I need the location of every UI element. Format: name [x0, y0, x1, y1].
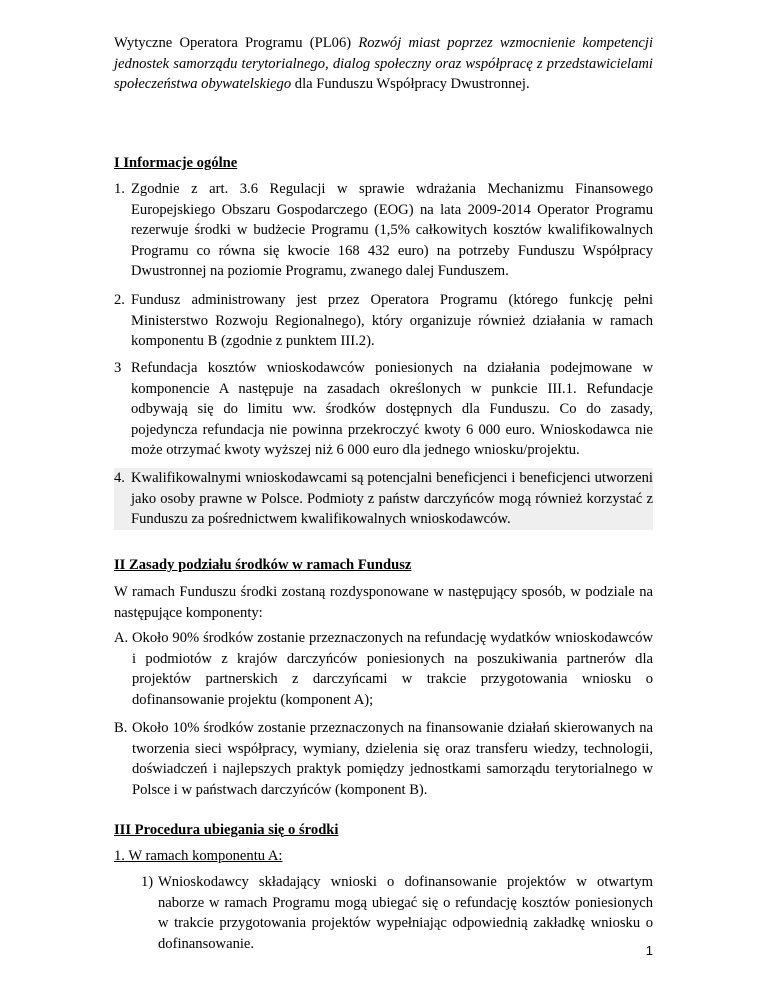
list-text: Kwalifikowalnymi wnioskodawcami są potencjalni beneficjenci i beneficjenci utworzeni jako osoby prawne w Polsce. Podmioty z państw darczyńców mogą również korzystać z Funduszu za pośrednictwem kwalifikowalnych wnioskodawców. [131, 470, 653, 527]
list-number: 2. [114, 292, 125, 308]
list-item [114, 358, 653, 461]
list-item [114, 179, 653, 282]
list-item [114, 718, 653, 800]
intro-paragraph [114, 33, 653, 95]
list-letter: A. [114, 630, 129, 646]
list-text: Refundacja kosztów wnioskodawców poniesionych na działania podejmowane w komponencie A następuje na zasadach określonych w punkcie III.1. Refundacje odbywają się do limitu ww. środków dostępnych dla Funduszu. Co do zasady, pojedyncza refundacja nie powinna przekroczyć kwoty 6 000 euro. Wnioskodawca nie może otrzymać kwoty wyższej niż 6 000 euro dla jednego wniosku/projektu. [131, 360, 653, 458]
intro-text-1: Wytyczne Operatora Programu (PL06) [114, 35, 359, 51]
list-text: Zgodnie z art. 3.6 Regulacji w sprawie wdrażania Mechanizmu Finansowego Europejskiego Obszaru Gospodarczego (EOG) na lata 2009-2014 Operator Programu rezerwuje środki w budżecie Programu (1,5% całkowitych kosztów kwalifikowalnych Programu co równa się kwocie 168 432 euro) na potrzeby Funduszu Współpracy Dwustronnej na poziomie Programu, zwanego dalej Funduszem. [131, 181, 653, 279]
section1-heading: I Informacje ogólne [114, 155, 238, 171]
list-text: Około 90% środków zostanie przeznaczonych na refundację wydatków wnioskodawców i podmiotów z krajów darczyńców poniesionych na poszukiwania partnerów dla projektów partnerskich z darczyńcami w trakcie przygotowania wniosku o dofinansowanie projektu (komponent A); [132, 630, 653, 708]
list-item-highlighted [114, 468, 653, 530]
list-number: 1) [141, 874, 154, 890]
list-number: 1. [114, 181, 125, 197]
list-item [114, 290, 653, 352]
list-text: Fundusz administrowany jest przez Operatora Programu (którego funkcję pełni Ministerstwo Rozwoju Regionalnego), który organizuje również działania w ramach komponentu B (zgodnie z punktem III.2). [131, 292, 653, 349]
section2-heading: II Zasady podziału środków w ramach Fundusz [114, 557, 412, 573]
intro-text-2: dla Funduszu Współpracy Dwustronnej. [291, 76, 530, 92]
list-item [114, 628, 653, 710]
section3-heading: III Procedura ubiegania się o środki [114, 822, 339, 838]
list-text: Około 10% środków zostanie przeznaczonych na finansowanie działań skierowanych na tworzenia sieci współpracy, wymiany, dzielenia się oraz transferu wiedzy, technologii, doświadczeń i najlepszych praktyk pomiędzy jednostkami samorządu terytorialnego w Polsce i w państwach darczyńców (komponent B). [132, 720, 653, 798]
list-number: 3 [114, 360, 122, 376]
list-item [141, 872, 653, 954]
list-text: Wnioskodawcy składający wnioski o dofinansowanie projektów w otwartym naborze w ramach Programu mogą ubiegać się o refundację kosztów poniesionych w trakcie przygotowania projektów wypełniając odpowiednią zakładkę wniosku o dofinansowanie. [158, 874, 653, 952]
program-name: Rozwój miast poprzez wzmocnienie kompetencji jednostek samorządu terytorialnego, dialog społeczny oraz współpracę z przedstawicielami społeczeństwa obywatelskiego [114, 35, 653, 92]
section2-intro: W ramach Funduszu środki zostaną rozdysponowane w następujący sposób, w podziale na następujące komponenty: [114, 584, 653, 621]
section3-subheading: 1. W ramach komponentu A: [114, 848, 283, 864]
list-letter: B. [114, 720, 128, 736]
page-number: 1 [645, 943, 653, 958]
list-number: 4. [114, 470, 125, 486]
